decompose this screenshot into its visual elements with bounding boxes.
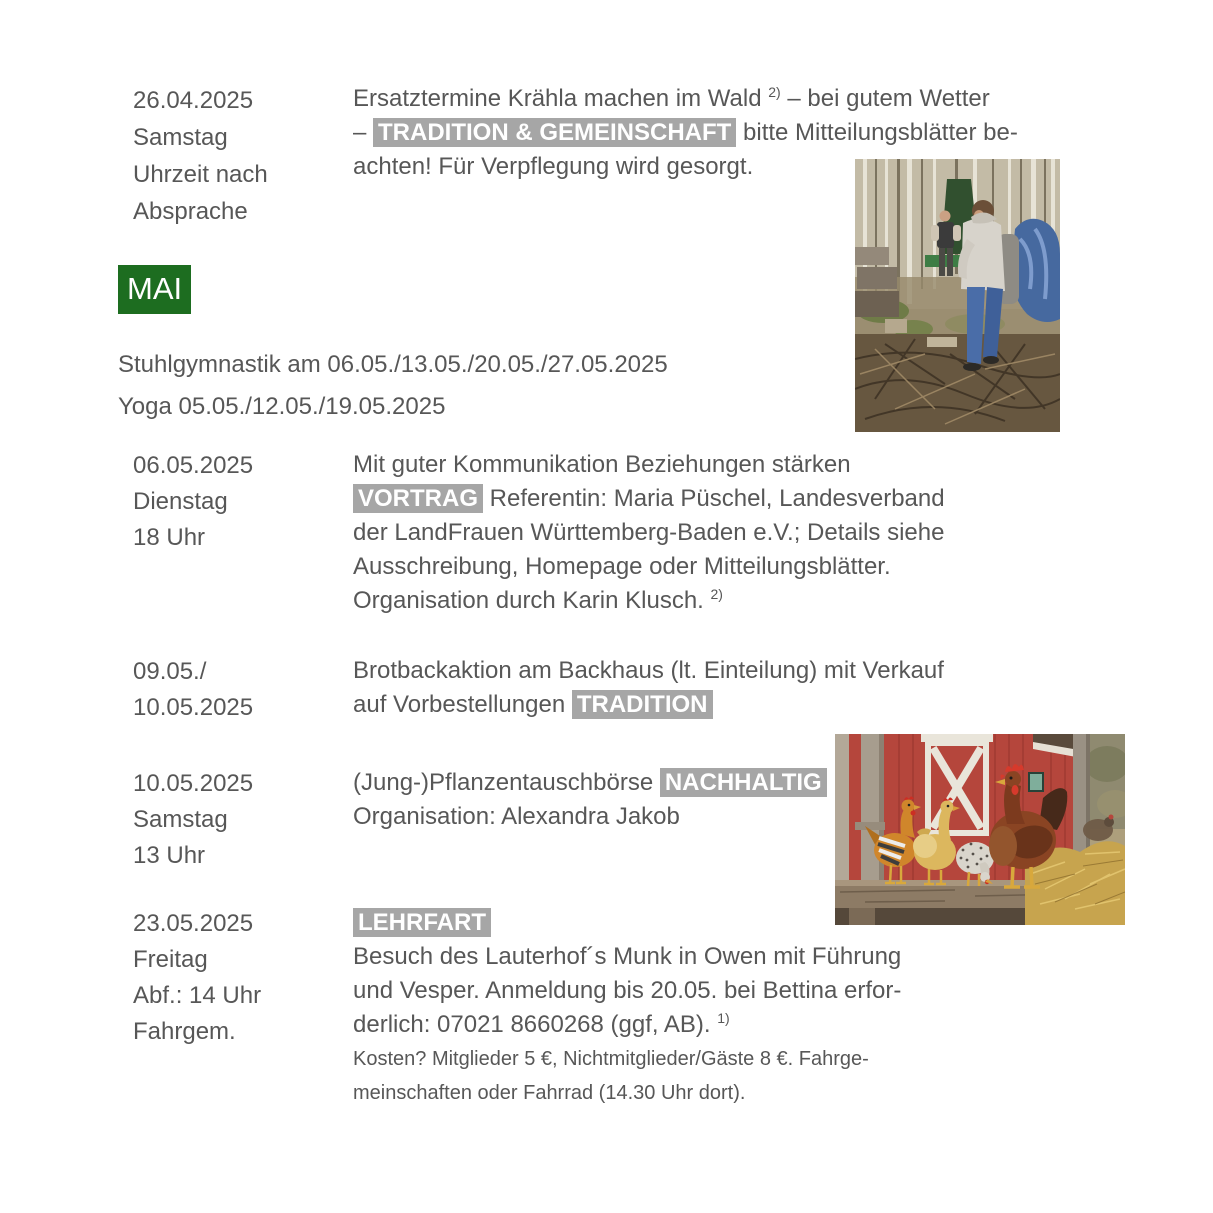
event-4-description: (Jung-)Pflanzentauschbörse NACHHALTIG Organisation: Alexandra Jakob: [353, 766, 827, 834]
event-date-line: 10.05.2025: [133, 694, 254, 721]
event-1-description: Ersatztermine Krähla machen im Wald $^{2)}$ – bei gutem Wetter – TRADITION & GEMEINSCHAFT bitte Mitteilungsblätter be- achten! Für Verpflegung wird gesorgt.: [353, 84, 1018, 180]
event-5-main-text: LEHRFART Besuch des Lauterhof´s Munk in Owen mit Führung und Vesper. Anmeldung bis 20.05. bei Bettina erfor- derlich: 07021 8660268 (ggf, AB). $^{1)}$: [353, 909, 902, 1038]
event-date-line: Samstag: [133, 806, 228, 833]
event-4-dates: [133, 766, 253, 874]
recurring-line-yoga: Yoga 05.05./12.05./19.05.2025: [118, 393, 446, 420]
month-badge: MAI: [118, 265, 191, 314]
month-header-mai: [118, 265, 191, 314]
event-date-line: Freitag: [133, 946, 208, 973]
event-date-line: 18 Uhr: [133, 524, 206, 551]
forest-work-photo-graphic: [855, 159, 1060, 432]
event-date-line: 13 Uhr: [133, 842, 206, 869]
event-date-line: 06.05.2025: [133, 452, 254, 479]
event-5-dates: [133, 906, 261, 1050]
event-date-line: Samstag: [133, 124, 228, 151]
event-5-cost-note: Kosten? Mitglieder 5 €, Nichtmitglieder/Gäste 8 €. Fahrge- meinschaften oder Fahrrad (14.30 Uhr dort).: [353, 1048, 869, 1104]
event-date-line: 26.04.2025: [133, 87, 254, 114]
event-date-line: Abf.: 14 Uhr: [133, 982, 262, 1009]
event-2-dates: [133, 448, 253, 556]
event-3-description: Brotbackaktion am Backhaus (lt. Einteilung) mit Verkauf auf Vorbestellungen TRADITION: [353, 657, 944, 718]
event-date-line: 23.05.2025: [133, 910, 254, 937]
event-date-line: Absprache: [133, 198, 248, 225]
event-5-description: [353, 906, 901, 1110]
event-date-line: Fahrgem.: [133, 1018, 236, 1045]
event-date-line: Uhrzeit nach: [133, 161, 268, 188]
event-1-dates: [133, 82, 268, 230]
event-3-dates: [133, 654, 253, 726]
event-date-line: Dienstag: [133, 488, 228, 515]
event-date-line: 10.05.2025: [133, 770, 254, 797]
chickens-barn-photo: [835, 734, 1125, 925]
chickens-barn-photo-graphic: [835, 734, 1125, 925]
recurring-line-stuhlgymnastik: Stuhlgymnastik am 06.05./13.05./20.05./27.05.2025: [118, 351, 668, 378]
forest-work-photo: [855, 159, 1060, 432]
recurring-classes: [118, 344, 668, 428]
event-date-line: 09.05./: [133, 658, 207, 685]
event-2-description: Mit guter Kommunikation Beziehungen stärken VORTRAG Referentin: Maria Püschel, Landesverband der LandFrauen Württemberg-Baden e.V.; Details siehe Ausschreibung, Homepage oder Mitteilungsblätter. Organisation durch Karin Klusch. $^{2)}$: [353, 451, 945, 614]
